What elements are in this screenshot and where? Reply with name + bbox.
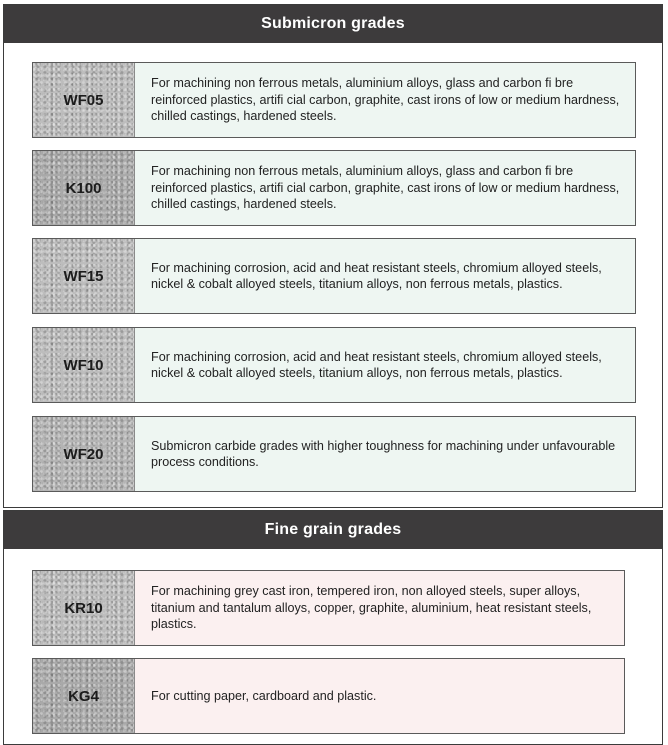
grade-description: For machining corrosion, acid and heat resistant steels, chromium alloyed steels, nickel & cobalt alloyed steels, titanium alloys, non ferrous metals, plastics. <box>135 328 635 402</box>
submicron-section <box>3 4 663 508</box>
grade-row-wf15 <box>32 238 636 314</box>
grade-swatch: KG4 <box>33 659 135 733</box>
grade-swatch: WF15 <box>33 239 135 313</box>
grade-description: For machining grey cast iron, tempered iron, non alloyed steels, super alloys, titanium and tantalum alloys, copper, graphite, aluminium, heat resistant steels, plastics. <box>135 571 624 645</box>
grade-swatch: WF20 <box>33 417 135 491</box>
grade-description: For machining corrosion, acid and heat resistant steels, chromium alloyed steels, nickel & cobalt alloyed steels, titanium alloys, non ferrous metals, plastics. <box>135 239 635 313</box>
grade-row-wf20 <box>32 416 636 492</box>
grade-description: For machining non ferrous metals, aluminium alloys, glass and carbon fi bre reinforced plastics, artifi cial carbon, graphite, cast irons of low or medium hardness, chilled castings, hardened steels. <box>135 151 635 225</box>
section-title: Submicron grades <box>4 5 662 43</box>
grade-swatch: WF05 <box>33 63 135 137</box>
grade-row-wf05 <box>32 62 636 138</box>
grade-description: For cutting paper, cardboard and plastic. <box>135 659 624 733</box>
fine-grain-section <box>3 510 663 745</box>
section-title: Fine grain grades <box>4 511 662 549</box>
grade-description: Submicron carbide grades with higher toughness for machining under unfavourable process conditions. <box>135 417 635 491</box>
grade-row-kg4 <box>32 658 625 734</box>
grade-swatch: K100 <box>33 151 135 225</box>
grade-description: For machining non ferrous metals, aluminium alloys, glass and carbon fi bre reinforced plastics, artifi cial carbon, graphite, cast irons of low or medium hardness, chilled castings, hardened steels. <box>135 63 635 137</box>
grade-swatch: KR10 <box>33 571 135 645</box>
grade-row-kr10 <box>32 570 625 646</box>
grade-row-wf10 <box>32 327 636 403</box>
grade-row-k100 <box>32 150 636 226</box>
grade-swatch: WF10 <box>33 328 135 402</box>
